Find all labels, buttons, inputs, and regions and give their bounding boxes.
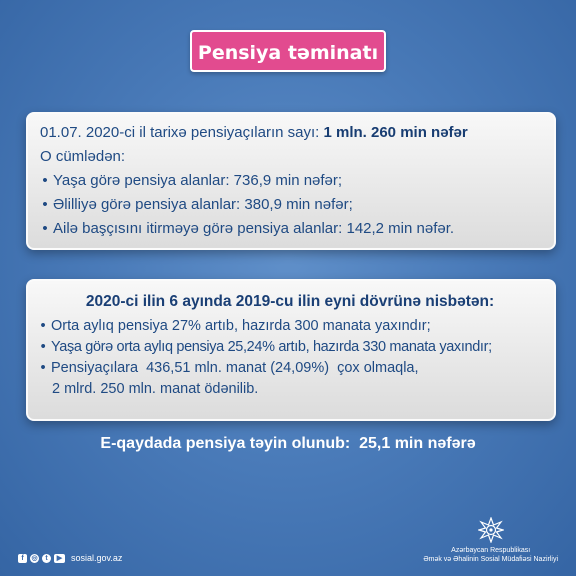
list-item (38, 337, 542, 358)
list-item-text: Əlilliyə görə pensiya alanlar: 380,9 min nəfər; (53, 196, 353, 213)
pensioner-count-card (26, 112, 556, 250)
list-item (40, 170, 542, 192)
bullet-icon: • (40, 360, 46, 376)
youtube-icon[interactable]: ▶ (54, 554, 65, 563)
list-item-continuation: 2 mlrd. 250 mln. manat ödənilib. (52, 381, 259, 397)
list-item (40, 194, 542, 216)
twitter-icon[interactable]: t (42, 554, 51, 563)
footer-social (18, 553, 122, 563)
list-item-text: Orta aylıq pensiya 27% artıb, hazırda 300 manata yaxındır; (51, 318, 431, 334)
ministry-block (423, 517, 558, 564)
list-item-text: Yaşa görə orta aylıq pensiya 25,24% artıb, hazırda 330 manata yaxındır; (51, 339, 492, 355)
list-item (38, 316, 542, 337)
list-item-text: Pensiyaçılara 436,51 mln. manat (24,09%) çox olmaqla, (51, 360, 419, 376)
pensioner-total-prefix: 01.07. 2020-ci il tarixə pensiyaçıların sayı: (40, 124, 324, 141)
bullet-icon: • (40, 318, 46, 334)
e-assignment-note: E-qaydada pensiya təyin olunub: 25,1 min nəfərə (100, 435, 476, 452)
bullet-icon: • (42, 172, 48, 189)
growth-heading: 2020-ci ilin 6 ayında 2019-cu ilin eyni dövrünə nisbətən: (85, 293, 495, 310)
pensioner-total-value: 1 mln. 260 min nəfər (323, 124, 468, 141)
list-item (40, 218, 542, 240)
website-link[interactable]: sosial.gov.az (71, 553, 123, 563)
ministry-emblem-icon (478, 517, 504, 543)
list-item (38, 358, 542, 379)
bullet-icon: • (42, 220, 48, 237)
pension-growth-card (26, 279, 556, 421)
ministry-country: Azərbaycan Respublikası (451, 547, 531, 554)
list-item-text: Ailə başçısını itirməyə görə pensiya alanlar: 142,2 min nəfər. (53, 220, 455, 237)
bullet-icon: • (40, 339, 46, 355)
instagram-icon[interactable]: ◎ (31, 554, 38, 562)
bullet-icon: • (42, 196, 48, 213)
list-item-text: Yaşa görə pensiya alanlar: 736,9 min nəfər; (53, 172, 343, 189)
page-title: Pensiya təminatı (190, 30, 386, 72)
ministry-name: Əmək və Əhalinin Sosial Müdafiəsi Nazirliyi (423, 556, 558, 563)
pensioner-total-line (40, 122, 542, 144)
including-label: O cümlədən: (40, 148, 126, 165)
facebook-icon[interactable]: f (18, 554, 27, 563)
